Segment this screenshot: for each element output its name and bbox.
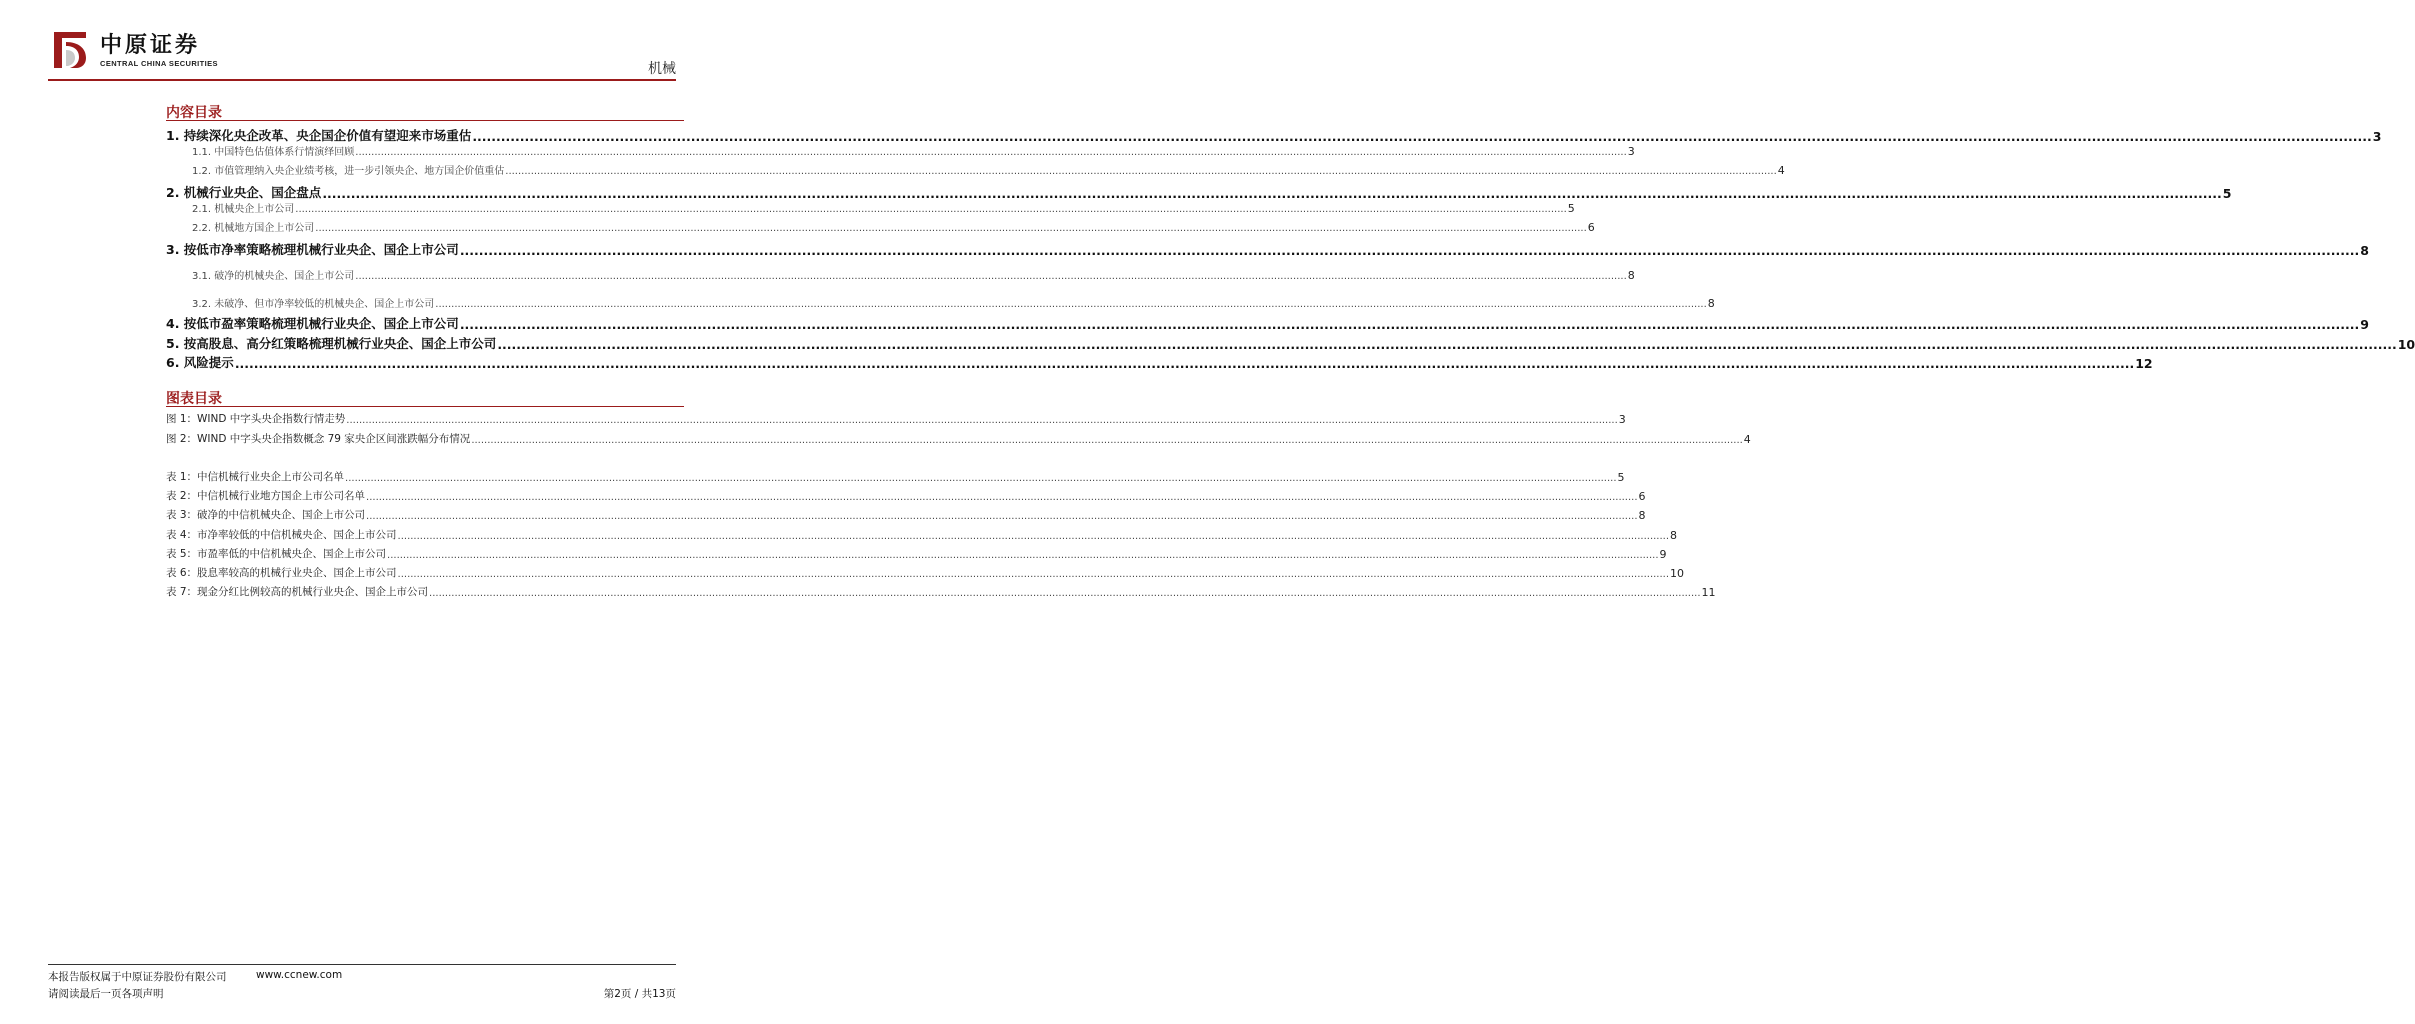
- table-entry-page: 9: [1659, 548, 1667, 561]
- toc-subentry-page: 8: [1707, 297, 1715, 310]
- figure-entry[interactable]: [166, 411, 1626, 426]
- dot-leader: ................................................................................................................................................................................................................................................................................................................................................................................................................: [397, 531, 1670, 542]
- table-entry[interactable]: [166, 469, 1625, 484]
- toc-entry-page: 5: [2222, 186, 2232, 201]
- dot-leader: ................................................................................................................................................................................................................................................................................................................................................................................................................: [387, 550, 1659, 561]
- disclaimer-notice: 请阅读最后一页各项声明: [48, 988, 164, 1000]
- dot-leader: ................................................................................................................................................................................................................................................................................................................................................................................................................: [397, 569, 1670, 580]
- table-entry[interactable]: [166, 565, 1685, 580]
- dot-leader: ................................................................................................................................................................................................................................................................................................................................................................................................................: [355, 271, 1627, 282]
- toc-subentry[interactable]: [192, 296, 1715, 310]
- table-entry-page: 10: [1670, 567, 1685, 580]
- industry-section-label: 机械: [648, 61, 676, 77]
- toc-entry[interactable]: [166, 314, 2369, 332]
- table-entry[interactable]: [166, 507, 1646, 522]
- figures-heading: 图表目录: [166, 391, 222, 407]
- dot-leader: ................................................................................................................................................................................................................................................................................................................................................................................................................: [505, 166, 1777, 177]
- toc-subentry-title: 2.2. 机械地方国企上市公司: [192, 223, 315, 234]
- toc-subentry-page: 5: [1567, 202, 1575, 215]
- dot-leader: ................................................................................................................................................................................................................................................................................................................................................................................................................: [459, 317, 2360, 332]
- dot-leader: ................................................................................................................................................................................................................................................................................................................................................................................................................: [345, 473, 1617, 484]
- table-entry-page: 5: [1617, 471, 1625, 484]
- toc-subentry-title: 3.2. 未破净、但市净率较低的机械央企、国企上市公司: [192, 299, 435, 310]
- logo-icon: [48, 28, 92, 72]
- page-number: 第2页 / 共13页: [603, 988, 676, 1000]
- toc-subentry-title: 1.2. 市值管理纳入央企业绩考核，进一步引领央企、地方国企价值重估: [192, 166, 505, 177]
- dot-leader: ................................................................................................................................................................................................................................................................................................................................................................................................................: [472, 129, 2372, 144]
- figures-heading-underline: [166, 406, 684, 407]
- toc-entry[interactable]: [166, 240, 2369, 258]
- table-entry[interactable]: [166, 546, 1667, 561]
- logo-chinese-name: 中原证券: [100, 32, 201, 58]
- table-entry-page: 11: [1701, 586, 1716, 599]
- toc-heading: 内容目录: [166, 105, 222, 121]
- toc-entry[interactable]: [166, 183, 2232, 201]
- table-entry-title: 表 2：中信机械行业地方国企上市公司名单: [166, 490, 366, 502]
- table-entry-title: 表 3：破净的中信机械央企、国企上市公司: [166, 509, 366, 521]
- figure-entry-page: 3: [1618, 413, 1626, 426]
- toc-entry-page: 9: [2360, 317, 2369, 332]
- table-entry-title: 表 6：股息率较高的机械行业央企、国企上市公司: [166, 567, 397, 579]
- table-entry-page: 6: [1638, 490, 1646, 503]
- toc-entry[interactable]: [166, 353, 2153, 371]
- toc-entry-title: 5. 按高股息、高分红策略梳理机械行业央企、国企上市公司: [166, 336, 497, 351]
- dot-leader: ................................................................................................................................................................................................................................................................................................................................................................................................................: [315, 223, 1587, 234]
- dot-leader: ................................................................................................................................................................................................................................................................................................................................................................................................................: [234, 356, 2135, 371]
- toc-subentry-title: 2.1. 机械央企上市公司: [192, 204, 295, 215]
- figure-entry-title: 图 1：WIND 中字头央企指数行情走势: [166, 413, 346, 425]
- table-entry-page: 8: [1670, 529, 1678, 542]
- footer-divider: [48, 964, 676, 965]
- figure-entry-title: 图 2：WIND 中字头央企指数概念 79 家央企区间涨跌幅分布情况: [166, 433, 471, 445]
- toc-subentry-title: 3.1. 破净的机械央企、国企上市公司: [192, 271, 355, 282]
- table-entry-title: 表 4：市净率较低的中信机械央企、国企上市公司: [166, 529, 397, 541]
- toc-heading-underline: [166, 120, 684, 121]
- toc-subentry-page: 8: [1627, 269, 1635, 282]
- toc-entry-title: 4. 按低市盈率策略梳理机械行业央企、国企上市公司: [166, 316, 459, 331]
- toc-entry[interactable]: [166, 126, 2382, 144]
- copyright-text: 本报告版权属于中原证券股份有限公司: [48, 971, 227, 983]
- dot-leader: ................................................................................................................................................................................................................................................................................................................................................................................................................: [295, 204, 1567, 215]
- toc-entry-page: 10: [2397, 337, 2415, 352]
- dot-leader: ................................................................................................................................................................................................................................................................................................................................................................................................................: [435, 299, 1707, 310]
- company-logo: [48, 28, 218, 72]
- toc-subentry[interactable]: [192, 268, 1635, 282]
- dot-leader: ................................................................................................................................................................................................................................................................................................................................................................................................................: [346, 415, 1618, 426]
- table-entry[interactable]: [166, 527, 1678, 542]
- figure-entry[interactable]: [166, 431, 1751, 446]
- website-link[interactable]: www.ccnew.com: [256, 969, 343, 981]
- toc-entry-page: 12: [2135, 356, 2153, 371]
- toc-entry-title: 2. 机械行业央企、国企盘点: [166, 185, 322, 200]
- toc-subentry-title: 1.1. 中国特色估值体系行情演绎回顾: [192, 147, 355, 158]
- figure-entry-page: 4: [1743, 433, 1751, 446]
- dot-leader: ................................................................................................................................................................................................................................................................................................................................................................................................................: [429, 588, 1701, 599]
- toc-subentry-page: 6: [1587, 221, 1595, 234]
- dot-leader: ................................................................................................................................................................................................................................................................................................................................................................................................................: [355, 147, 1627, 158]
- toc-subentry-page: 4: [1777, 164, 1785, 177]
- toc-entry-title: 3. 按低市净率策略梳理机械行业央企、国企上市公司: [166, 242, 459, 257]
- logo-english-name: CENTRAL CHINA SECURITIES: [100, 59, 218, 68]
- toc-subentry[interactable]: [192, 220, 1595, 234]
- dot-leader: ................................................................................................................................................................................................................................................................................................................................................................................................................: [366, 492, 1638, 503]
- toc-entry-page: 3: [2372, 129, 2382, 144]
- table-entry-title: 表 5：市盈率低的中信机械央企、国企上市公司: [166, 548, 387, 560]
- toc-subentry[interactable]: [192, 201, 1575, 215]
- table-entry-title: 表 7：现金分红比例较高的机械行业央企、国企上市公司: [166, 586, 429, 598]
- page-header: [0, 0, 724, 80]
- dot-leader: ................................................................................................................................................................................................................................................................................................................................................................................................................: [497, 337, 2397, 352]
- toc-subentry[interactable]: [192, 163, 1785, 177]
- table-entry[interactable]: [166, 584, 1716, 599]
- table-entry-page: 8: [1638, 509, 1646, 522]
- toc-entry-title: 6. 风险提示: [166, 355, 234, 370]
- header-divider: [48, 79, 676, 81]
- toc-entry-page: 8: [2360, 243, 2369, 258]
- toc-entry[interactable]: [166, 334, 2415, 352]
- toc-subentry-page: 3: [1627, 145, 1635, 158]
- table-entry-title: 表 1：中信机械行业央企上市公司名单: [166, 471, 345, 483]
- dot-leader: ................................................................................................................................................................................................................................................................................................................................................................................................................: [471, 435, 1743, 446]
- toc-entry-title: 1. 持续深化央企改革、央企国企价值有望迎来市场重估: [166, 128, 472, 143]
- dot-leader: ................................................................................................................................................................................................................................................................................................................................................................................................................: [322, 186, 2222, 201]
- table-entry[interactable]: [166, 488, 1646, 503]
- dot-leader: ................................................................................................................................................................................................................................................................................................................................................................................................................: [366, 511, 1638, 522]
- dot-leader: ................................................................................................................................................................................................................................................................................................................................................................................................................: [459, 243, 2360, 258]
- toc-subentry[interactable]: [192, 144, 1635, 158]
